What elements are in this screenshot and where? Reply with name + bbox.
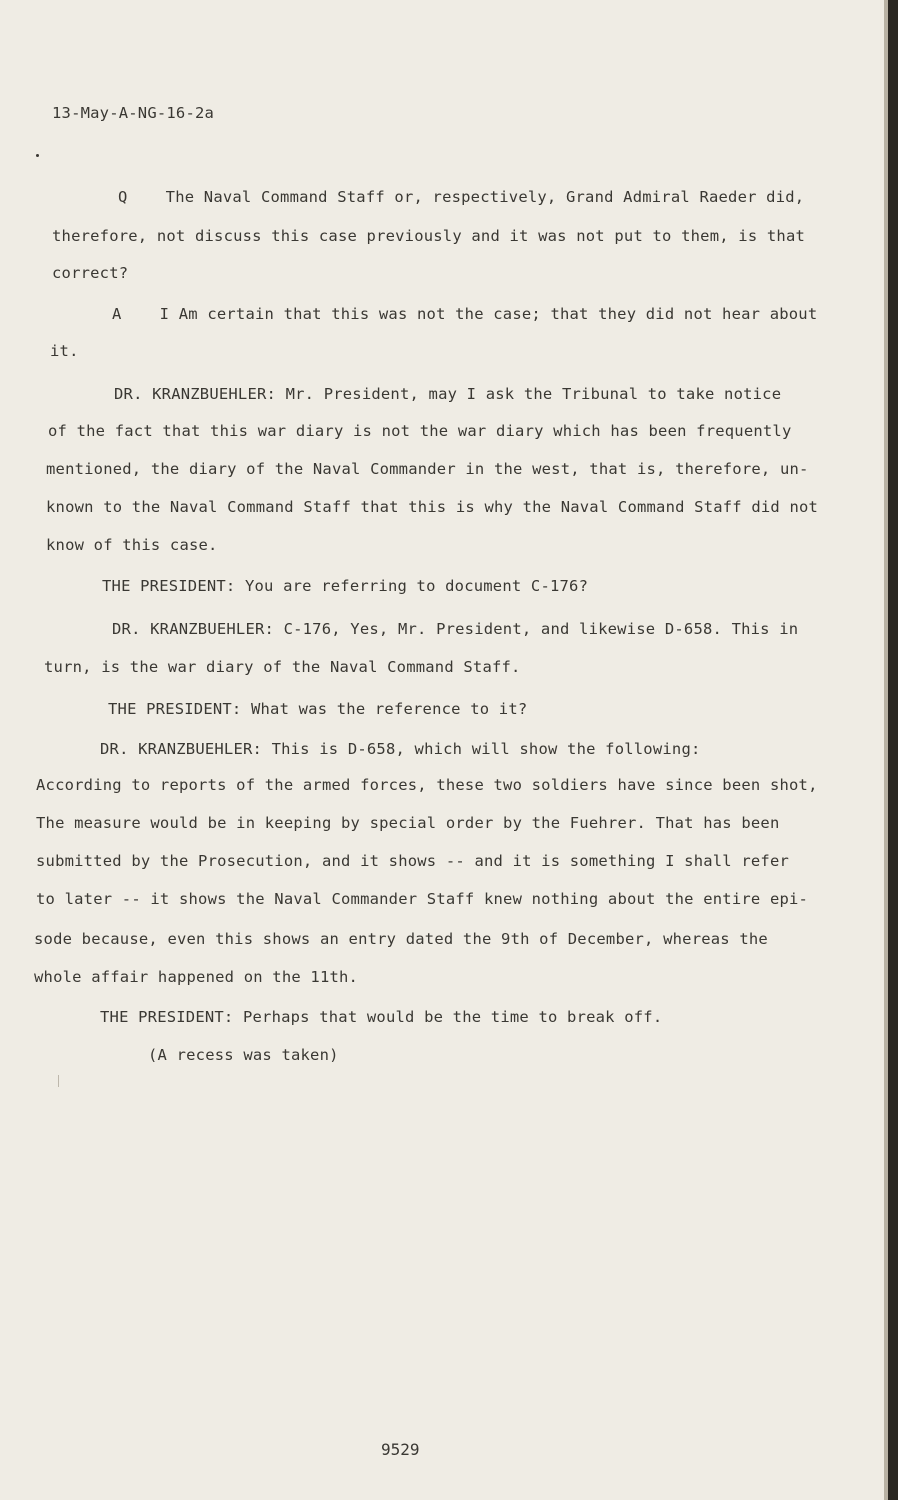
- kranzbuehler-line-2: of the fact that this war diary is not the war diary which has been frequently: [48, 422, 792, 440]
- kranzbuehler-quote-line-2: According to reports of the armed forces, these two soldiers have since been shot,: [36, 776, 818, 794]
- president-line-1: THE PRESIDENT: You are referring to document C-176?: [102, 577, 589, 595]
- kranzbuehler-line-4: known to the Naval Command Staff that this is why the Naval Command Staff did not: [46, 498, 819, 516]
- document-reference: 13-May-A-NG-16-2a: [52, 104, 215, 122]
- kranzbuehler-line-1: DR. KRANZBUEHLER: Mr. President, may I ask the Tribunal to take notice: [114, 385, 782, 403]
- kranzbuehler-quote-line-7: whole affair happened on the 11th.: [34, 968, 359, 986]
- kranzbuehler-reply-line-2: turn, is the war diary of the Naval Command Staff.: [44, 658, 521, 676]
- kranzbuehler-quote-line-5: to later -- it shows the Naval Commander Staff knew nothing about the entire epi-: [36, 890, 809, 908]
- answer-line-2: it.: [50, 342, 79, 360]
- paper-mark: [58, 1075, 59, 1087]
- kranzbuehler-quote-line-4: submitted by the Prosecution, and it shows -- and it is something I shall refer: [36, 852, 790, 870]
- president-line-2: THE PRESIDENT: What was the reference to it?: [108, 700, 528, 718]
- president-line-3: THE PRESIDENT: Perhaps that would be the time to break off.: [100, 1008, 663, 1026]
- kranzbuehler-quote-line-3: The measure would be in keeping by special order by the Fuehrer. That has been: [36, 814, 780, 832]
- kranzbuehler-quote-line-1: DR. KRANZBUEHLER: This is D-658, which will show the following:: [100, 740, 701, 758]
- kranzbuehler-reply-line-1: DR. KRANZBUEHLER: C-176, Yes, Mr. President, and likewise D-658. This in: [112, 620, 799, 638]
- kranzbuehler-line-3: mentioned, the diary of the Naval Commander in the west, that is, therefore, un-: [46, 460, 809, 478]
- question-line-2: therefore, not discuss this case previously and it was not put to them, is that: [52, 227, 806, 245]
- kranzbuehler-quote-line-6: sode because, even this shows an entry dated the 9th of December, whereas the: [34, 930, 768, 948]
- ink-dot: [36, 154, 39, 157]
- question-line-1: Q The Naval Command Staff or, respectively, Grand Admiral Raeder did,: [118, 188, 805, 206]
- recess-note: (A recess was taken): [148, 1046, 339, 1064]
- page-edge: [888, 0, 898, 1500]
- kranzbuehler-line-5: know of this case.: [46, 536, 218, 554]
- page-number: 9529: [381, 1440, 420, 1459]
- answer-line-1: A I Am certain that this was not the case; that they did not hear about: [112, 305, 818, 323]
- question-line-3: correct?: [52, 264, 129, 282]
